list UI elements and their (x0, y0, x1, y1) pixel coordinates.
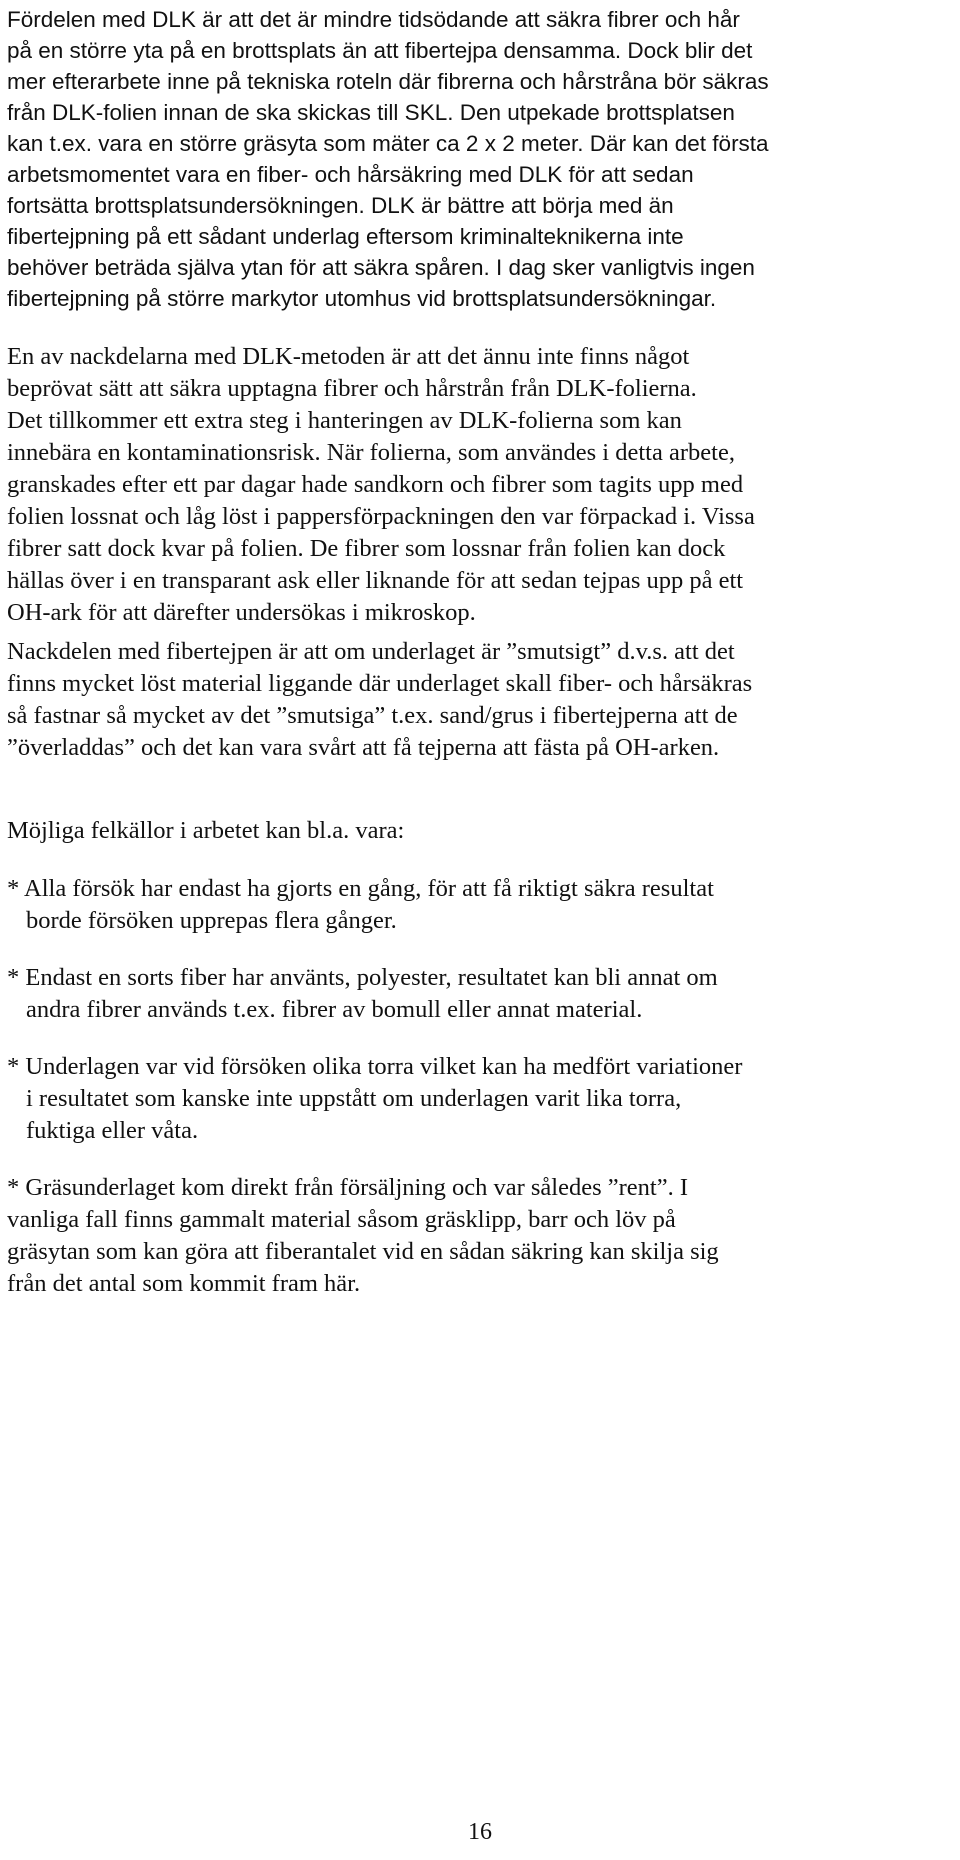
text-line: finns mycket löst material liggande där underlaget skall fiber- och hårsäkras (7, 670, 753, 697)
text-line: arbetsmomentet vara en fiber- och hårsäkring med DLK för att sedan (7, 162, 694, 187)
text-line: folien lossnat och låg löst i pappersförpackningen den var förpackad i. Vissa (7, 503, 755, 530)
text-line: Fördelen med DLK är att det är mindre tidsödande att säkra fibrer och hår (7, 7, 740, 32)
text-line: fuktiga eller våta. (26, 1117, 199, 1144)
error-sources-heading: Möjliga felkällor i arbetet kan bl.a. vara: (7, 817, 405, 844)
text-line: borde försöken upprepas flera gånger. (26, 907, 397, 934)
text-line: på en större yta på en brottsplats än att fibertejpa densamma. Dock blir det (7, 38, 753, 63)
text-line: kan t.ex. vara en större gräsyta som mäter ca 2 x 2 meter. Där kan det första (7, 131, 769, 156)
text-line: * Underlagen var vid försöken olika torra vilket kan ha medfört variationer (7, 1053, 743, 1080)
text-line: fortsätta brottsplatsundersökningen. DLK är bättre att börja med än (7, 193, 674, 218)
text-line: fibertejpning på större markytor utomhus vid brottsplatsundersökningar. (7, 286, 717, 311)
text-line: så fastnar så mycket av det ”smutsiga” t.ex. sand/grus i fibertejperna att de (7, 702, 738, 729)
text-line: fibertejpning på ett sådant underlag eftersom kriminalteknikerna inte (7, 224, 684, 249)
text-line: vanliga fall finns gammalt material såsom gräsklipp, barr och löv på (7, 1206, 676, 1233)
text-line: innebära en kontaminationsrisk. När folierna, som användes i detta arbete, (7, 439, 735, 466)
text-line: * Endast en sorts fiber har använts, polyester, resultatet kan bli annat om (7, 964, 718, 991)
text-line: En av nackdelarna med DLK-metoden är att det ännu inte finns något (7, 343, 690, 370)
text-line: Det tillkommer ett extra steg i hanteringen av DLK-folierna som kan (7, 407, 682, 434)
text-line: Nackdelen med fibertejpen är att om underlaget är ”smutsigt” d.v.s. att det (7, 638, 735, 665)
text-line: behöver beträda själva ytan för att säkra spåren. I dag sker vanligtvis ingen (7, 255, 755, 280)
text-line: fibrer satt dock kvar på folien. De fibrer som lossnar från folien kan dock (7, 535, 726, 562)
text-line: från DLK-folien innan de ska skickas till SKL. Den utpekade brottsplatsen (7, 100, 735, 125)
page-number: 16 (468, 1819, 492, 1845)
text-line: ”överladdas” och det kan vara svårt att få tejperna att fästa på OH-arken. (7, 734, 720, 761)
text-line: från det antal som kommit fram här. (7, 1270, 361, 1297)
text-line: * Gräsunderlaget kom direkt från försäljning och var således ”rent”. I (7, 1174, 688, 1201)
text-line: i resultatet som kanske inte uppstått om underlagen varit lika torra, (26, 1085, 682, 1112)
text-line: gräsytan som kan göra att fiberantalet vid en sådan säkring kan skilja sig (7, 1238, 719, 1265)
text-line: OH-ark för att därefter undersökas i mikroskop. (7, 599, 476, 626)
text-line: granskades efter ett par dagar hade sandkorn och fibrer som tagits upp med (7, 471, 744, 498)
text-line: hällas över i en transparant ask eller liknande för att sedan tejpas upp på ett (7, 567, 744, 594)
text-line: andra fibrer används t.ex. fibrer av bomull eller annat material. (26, 996, 643, 1023)
text-line: beprövat sätt att säkra upptagna fibrer och hårstrån från DLK-folierna. (7, 375, 697, 402)
text-line: mer efterarbete inne på tekniska roteln där fibrerna och hårstråna bör säkras (7, 69, 769, 94)
text-line: * Alla försök har endast ha gjorts en gång, för att få riktigt säkra resultat (7, 875, 714, 902)
